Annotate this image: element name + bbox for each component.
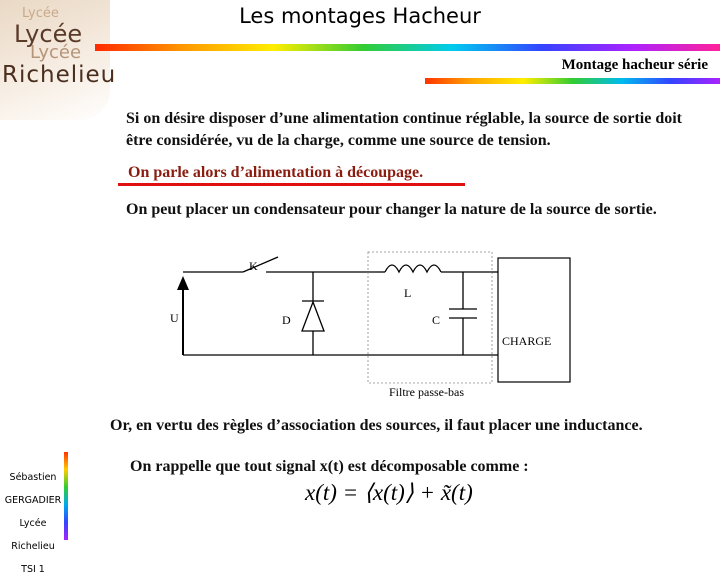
decomposition-formula: x(t) = ⟨x(t)⟩ + x̃(t) (305, 480, 473, 505)
paragraph-decoupage: On parle alors d’alimentation à découpage. (128, 164, 424, 181)
paragraph-inductance: Or, en vertu des règles d’association des sources, il faut placer une inductance. (110, 417, 643, 434)
load-box (498, 258, 570, 382)
paragraph-condensateur: On peut placer un condensateur pour changer la nature de la source de sortie. (126, 201, 657, 218)
paragraph-source-tension: Si on désire disposer d’une alimentation continue réglable, la source de sortie doit être considérée, vu de la charge, comme une source de tension. (126, 110, 683, 149)
slide-title: Les montages Hacheur (239, 4, 481, 28)
diode-d (302, 272, 324, 355)
author-block (0, 466, 66, 581)
load-label: CHARGE (502, 334, 552, 348)
source-label: U (170, 311, 179, 325)
section-title: Montage hacheur série (561, 57, 708, 73)
source-arrow (177, 276, 189, 290)
author-firstname: Sébastien (9, 472, 57, 483)
logo-text-4: Richelieu (2, 62, 117, 88)
inductor-label: L (404, 286, 412, 300)
author-class: TSI 1 (21, 564, 45, 575)
logo-text-3: Lycée (30, 42, 82, 63)
capacitor-label: C (432, 313, 441, 327)
inductor-l (378, 265, 492, 272)
capacitor-c (449, 272, 477, 355)
author-lastname: GERGADIER (4, 495, 62, 506)
filter-label: Filtre passe-bas (389, 385, 464, 399)
switch-label: K (249, 259, 258, 273)
logo-text-1: Lycée (22, 6, 59, 21)
author-school: Lycée Richelieu (11, 518, 55, 552)
diode-label: D (282, 313, 291, 327)
paragraph-decomposition: On rappelle que tout signal x(t) est décomposable comme : (130, 458, 529, 475)
author-rainbow-bar (64, 452, 68, 540)
logo-text-2: Lycée (14, 20, 83, 48)
